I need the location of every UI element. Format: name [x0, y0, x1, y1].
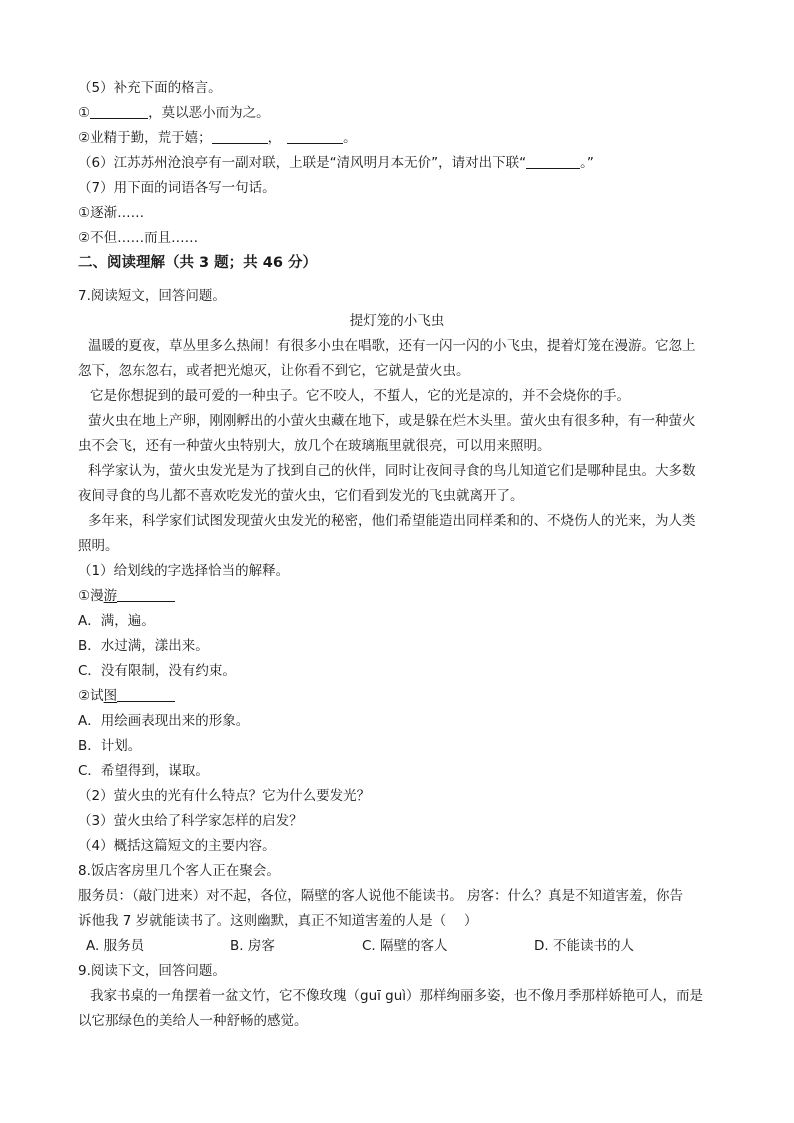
q8-option-b[interactable]: B. 房客 [230, 938, 275, 954]
question-8-line1: 服务员：（敲门进来）对不起，各位，隔壁的客人说他不能读书。 房客：什么？真是不知道害羞，你告 [78, 888, 684, 904]
word-1: ①漫游 [78, 587, 175, 605]
q8-option-c[interactable]: C. 隔壁的客人 [362, 938, 448, 954]
underlined-char-you: 游 [103, 588, 118, 604]
q7-item-1: ①逐渐…… [78, 205, 145, 221]
q5-item-1: ① ，莫以恶小而为之。 [78, 105, 270, 121]
question-9-line2: 以它那绿色的美给人一种舒畅的感觉。 [78, 1013, 308, 1029]
q6-blank[interactable] [526, 154, 580, 169]
word-2-option-a: A．用绘画表现出来的形象。 [78, 713, 250, 729]
passage-para4-line2: 夜间寻食的鸟儿都不喜欢吃发光的萤火虫，它们看到发光的飞虫就离开了。 [78, 488, 524, 504]
q5-title: （5）补充下面的格言。 [78, 80, 222, 96]
q7-title: （7）用下面的词语各写一句话。 [78, 180, 276, 196]
q4-line: （4）概括这篇短文的主要内容。 [78, 838, 276, 854]
question-8-intro: 8.饭店客房里几个客人正在聚会。 [78, 863, 280, 879]
q1-title: （1）给划线的字选择恰当的解释。 [78, 563, 290, 579]
q6-line: （6）江苏苏州沧浪亭有一副对联，上联是“清风明月本无价”，请对出下联“ 。” [78, 155, 594, 171]
passage-para5-line1: 多年来，科学家们试图发现萤火虫发光的秘密，他们希望能造出同样柔和的、不烧伤人的光来，为人类 [88, 513, 696, 529]
word-2-option-c: C．希望得到，谋取。 [78, 763, 209, 779]
word-2: ②试图 [78, 687, 175, 705]
passage-para5-line2: 照明。 [78, 538, 119, 554]
q8-option-d[interactable]: D. 不能读书的人 [534, 938, 634, 954]
word-2-option-b: B．计划。 [78, 738, 142, 754]
word-1-option-b: B．水过满，漾出来。 [78, 638, 209, 654]
question-8-line2: 诉他我 7 岁就能读书了。这则幽默，真正不知道害羞的人是（ ） [78, 913, 478, 929]
question-9-line1: 我家书桌的一角摆着一盆文竹，它不像玫瑰（guī guì）那样绚丽多姿，也不像月季那样娇艳可人，而是 [90, 988, 704, 1004]
q5-item-2: ②业精于勤，荒于嬉； ， 。 [78, 130, 357, 146]
q5-2-blank-2[interactable] [287, 129, 343, 144]
question-7-intro: 7.阅读短文，回答问题。 [78, 288, 226, 304]
passage-para4-line1: 科学家认为，萤火虫发光是为了找到自己的伙伴，同时让夜间寻食的鸟儿知道它们是哪种昆虫。大多数 [88, 463, 696, 479]
q5-1-blank[interactable] [90, 104, 148, 119]
word-1-option-c: C．没有限制，没有约束。 [78, 663, 236, 679]
word-1-blank[interactable] [117, 587, 175, 602]
section-heading-reading: 二、阅读理解（共 3 题；共 46 分） [78, 255, 317, 271]
question-9-intro: 9.阅读下文，回答问题。 [78, 963, 226, 979]
underlined-char-tu: 图 [103, 688, 118, 704]
passage-title: 提灯笼的小飞虫 [349, 313, 445, 329]
q5-2-blank-1[interactable] [212, 129, 268, 144]
q3-line: （3）萤火虫给了科学家怎样的启发？ [78, 813, 303, 829]
passage-para3-line2: 虫不会飞，还有一种萤火虫特别大，放几个在玻璃瓶里就很亮，可以用来照明。 [78, 438, 551, 454]
q7-item-2: ②不但……而且…… [78, 230, 199, 246]
q8-option-a[interactable]: A. 服务员 [86, 938, 145, 954]
word-1-option-a: A．满，遍。 [78, 613, 155, 629]
q2-line: （2）萤火虫的光有什么特点？它为什么要发光？ [78, 788, 371, 804]
passage-para1-line1: 温暖的夏夜，草丛里多么热闹！有很多小虫在唱歌，还有一闪一闪的小飞虫，提着灯笼在漫游。它忽上 [88, 338, 696, 354]
passage-para3-line1: 萤火虫在地上产卵，刚刚孵出的小萤火虫藏在地下，或是躲在烂木头里。萤火虫有很多种，有一种萤火 [88, 413, 696, 429]
word-2-blank[interactable] [117, 687, 175, 702]
passage-para1-line2: 忽下，忽东忽右，或者把光熄灭，让你看不到它，它就是萤火虫。 [78, 363, 470, 379]
passage-para2: 它是你想捉到的最可爱的一种虫子。它不咬人，不蜇人，它的光是凉的，并不会烧你的手。 [90, 388, 630, 404]
